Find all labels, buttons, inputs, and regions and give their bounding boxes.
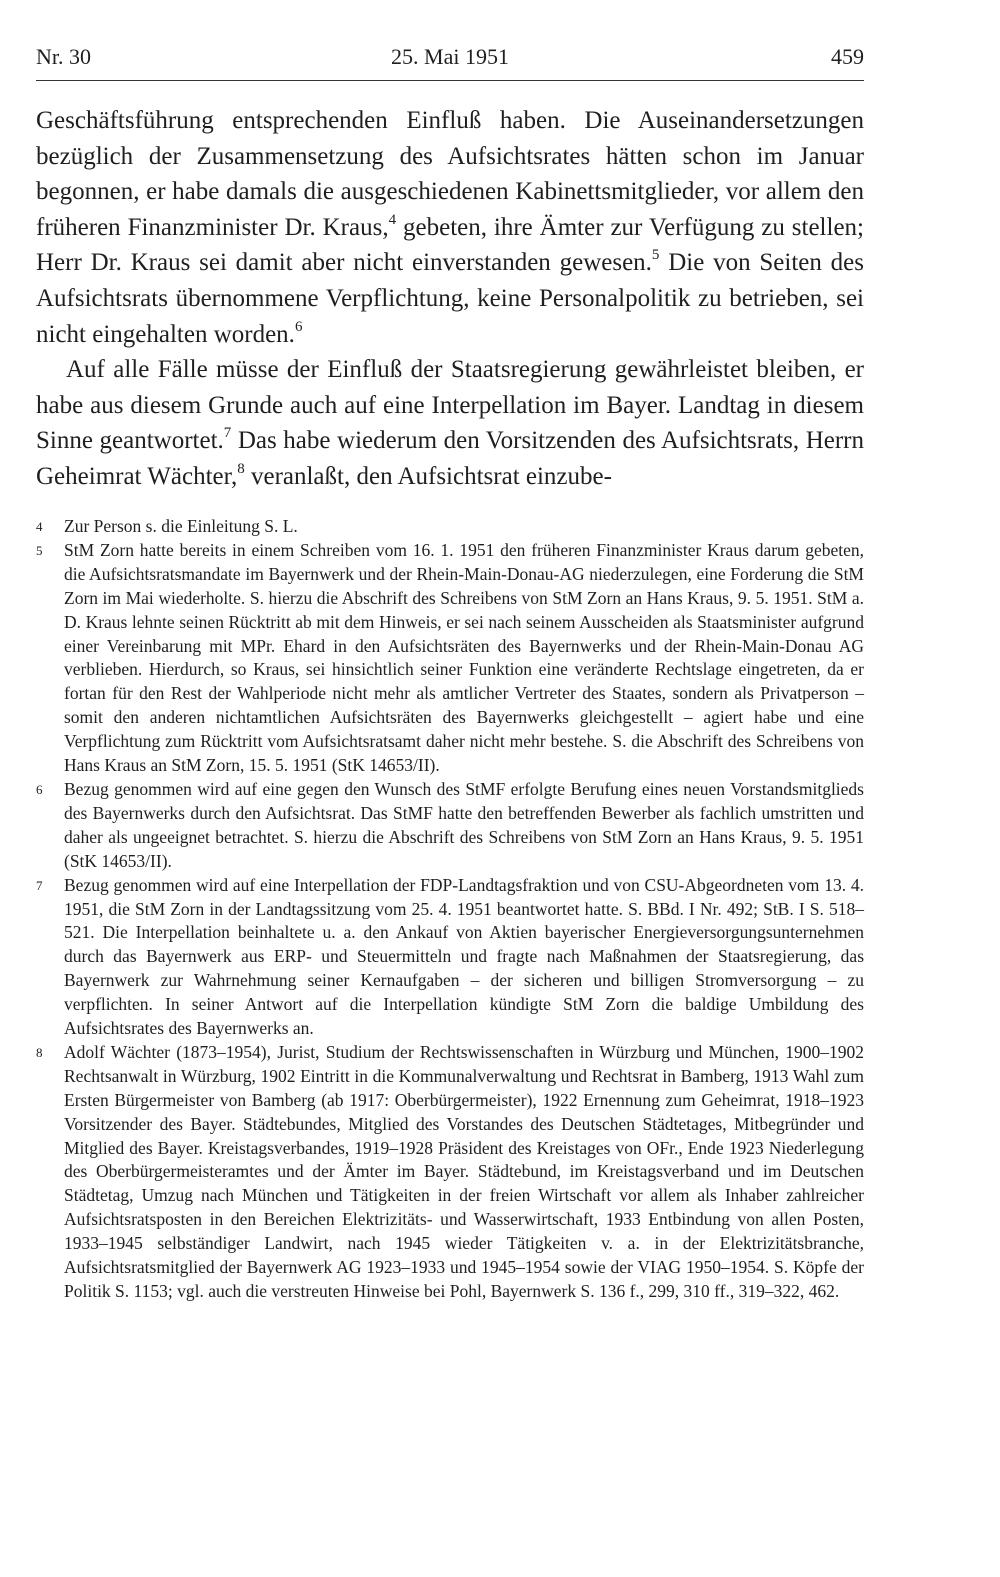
footnote-text: Zur Person s. die Einleitung S. L. [64,516,298,536]
footnote-ref: 7 [223,425,232,442]
footnote-number: 8 [36,1044,43,1060]
paragraph: Geschäftsführung entsprechenden Einfluß haben. Die Auseinandersetzungen bezüglich der Zusammensetzung des Aufsichtsrates hätten schon im Januar begonnen, er habe damals die ausgeschiedenen Kabinettsmitglieder, vor allem den früheren Finanzminister Dr. Kraus,$^4$ gebeten, ihre Ämter zur Verfügung zu stellen; Herr Dr. Kraus sei damit aber nicht einverstanden gewesen.$^5$ Die von Seiten des Aufsichtsrats übernommene Verpflichtung, keine Personalpolitik zu betrieben, sei nicht eingehalten worden.$^6$ [36,107,864,348]
footnote-6 [36,778,864,874]
footnote-ref: 6 [294,318,303,335]
footnote-text: Bezug genommen wird auf eine Interpellation der FDP-Landtagsfraktion und von CSU-Abgeordneten vom 13. 4. 1951, die StM Zorn in der Landtagssitzung vom 25. 4. 1951 beantwortet hatte. S. BBd. I Nr. 492; StB. I S. 518–521. Die Interpellation beinhaltete u. a. den Ankauf von Aktien bayerischer Energieversorgungsunternehmen durch das Bayernwerk aus ERP- und Steuermitteln und fragte nach Maßnahmen der Staatsregierung, das Bayernwerk zur Wahrnehmung seiner Kernaufgaben – der sicheren und billigen Stromversorgung – zu verpflichten. In seiner Antwort auf die Interpellation kündigte StM Zorn die baldige Umbildung des Aufsichtsrates des Bayernwerks an. [64,874,864,1039]
footnotes [36,515,864,1304]
document-number: Nr. 30 [36,44,91,69]
footnote-number: 6 [36,781,43,797]
footnote-number: 4 [36,519,43,534]
footnote-ref: 8 [237,460,245,477]
footnote-text: Adolf Wächter (1873–1954), Jurist, Studium der Rechtswissenschaften in Würzburg und München, 1900–1902 Rechtsanwalt in Würzburg, 1902 Eintritt in die Kommunalverwaltung und Rechtsrat in Bamberg, 1913 Wahl zum Ersten Bürgermeister von Bamberg (ab 1917: Oberbürgermeister), 1922 Ernennung zum Geheimrat, 1918–1923 Vorsitzender des Bayer. Städtebundes, Mitglied des Vorstandes des Deutschen Städtetages, Mitbegründer und Mitglied des Bayer. Kreistagsverbandes, 1919–1928 Präsident des Kreistages von OFr., Ende 1923 Niederlegung des Oberbürgermeisteramtes und der Ämter im Bayer. Städtebund, im Kreistagsverband und im Deutschen Städtetag, Umzug nach München und Tätigkeiten in der freien Wirtschaft vor allem als Inhaber zahlreicher Aufsichtsratsposten in den Bereichen Elektrizitäts- und Wasserwirtschaft, 1933 Entbindung von allen Posten, 1933–1945 selbständiger Landwirt, nach 1945 wieder Tätigkeiten v. a. in der Elektrizitätsbranche, Aufsichtsratsmitglied der Bayernwerk AG 1923–1933 und 1945–1954 sowie der VIAG 1950–1954. S. Köpfe der Politik S. 1153; vgl. auch die verstreuten Hinweise bei Pohl, Bayernwerk S. 136 f., 299, 310 ff., 319–322, 462. [64,1041,864,1301]
footnote-number: 5 [36,542,43,558]
footnote-number: 7 [36,877,43,893]
main-text [36,103,864,495]
paragraph: Auf alle Fälle müsse der Einfluß der Staatsregierung gewährleistet bleiben, er habe aus diesem Grunde auch auf eine Interpellation im Bayer. Landtag in diesem Sinne geantwortet.$^7$ Das habe wiederum den Vorsitzenden des Aufsichtsrats, Herrn Geheimrat Wächter,$^8$ veranlaßt, den Aufsichtsrat einzube- [36,356,865,490]
footnote-text: StM Zorn hatte bereits in einem Schreiben vom 16. 1. 1951 den früheren Finanzminister Kraus darum gebeten, die Aufsichtsratsmandate im Bayernwerk und der Rhein-Main-Donau-AG niederzulegen, eine Forderung die StM Zorn im Mai wiederholte. S. hierzu die Abschrift des Schreibens von StM Zorn an Hans Kraus, 9. 5. 1951. StM a. D. Kraus lehnte seinen Rücktritt ab mit dem Hinweis, er sei nach seinem Ausscheiden als Staatsminister aufgrund einer Vereinbarung mit MPr. Ehard in den Aufsichtsräten des Bayernwerks und der Rhein-Main-Donau AG verblieben. Hierdurch, so Kraus, sei hinsichtlich seiner Funktion eine veränderte Rechtslage eingetreten, da er fortan für den Rest der Wahlperiode nicht mehr als amtlicher Vertreter des Staates, sondern als Privatperson – somit den anderen nichtamtlichen Aufsichtsräten des Bayernwerks gleichgestellt – agiert habe und eine Verpflichtung zum Rücktritt vom Aufsichtsratsamt daher nicht mehr bestehe. S. die Abschrift des Schreibens von Hans Kraus an StM Zorn, 15. 5. 1951 (StK 14653/II). [64,539,864,776]
page-number: 459 [831,44,864,69]
footnote-7 [36,874,864,1041]
footnote-5 [36,539,864,778]
footnote-ref: 4 [388,211,397,228]
footnote-4 [36,515,864,539]
footnote-text: Bezug genommen wird auf eine gegen den Wunsch des StMF erfolgte Berufung eines neuen Vorstandsmitglieds des Bayernwerks durch den Aufsichtsrat. Das StMF hatte den betreffenden Bewerber als fachlich umstritten und daher als ungeeignet betrachtet. S. hierzu die Abschrift des Schreibens von StM Zorn an Hans Kraus, 9. 5. 1951 (StK 14653/II). [64,778,864,871]
footnote-ref: 5 [651,247,660,264]
page-header [36,40,864,81]
document-date: 25. Mai 1951 [391,44,509,69]
footnote-8 [36,1041,864,1304]
